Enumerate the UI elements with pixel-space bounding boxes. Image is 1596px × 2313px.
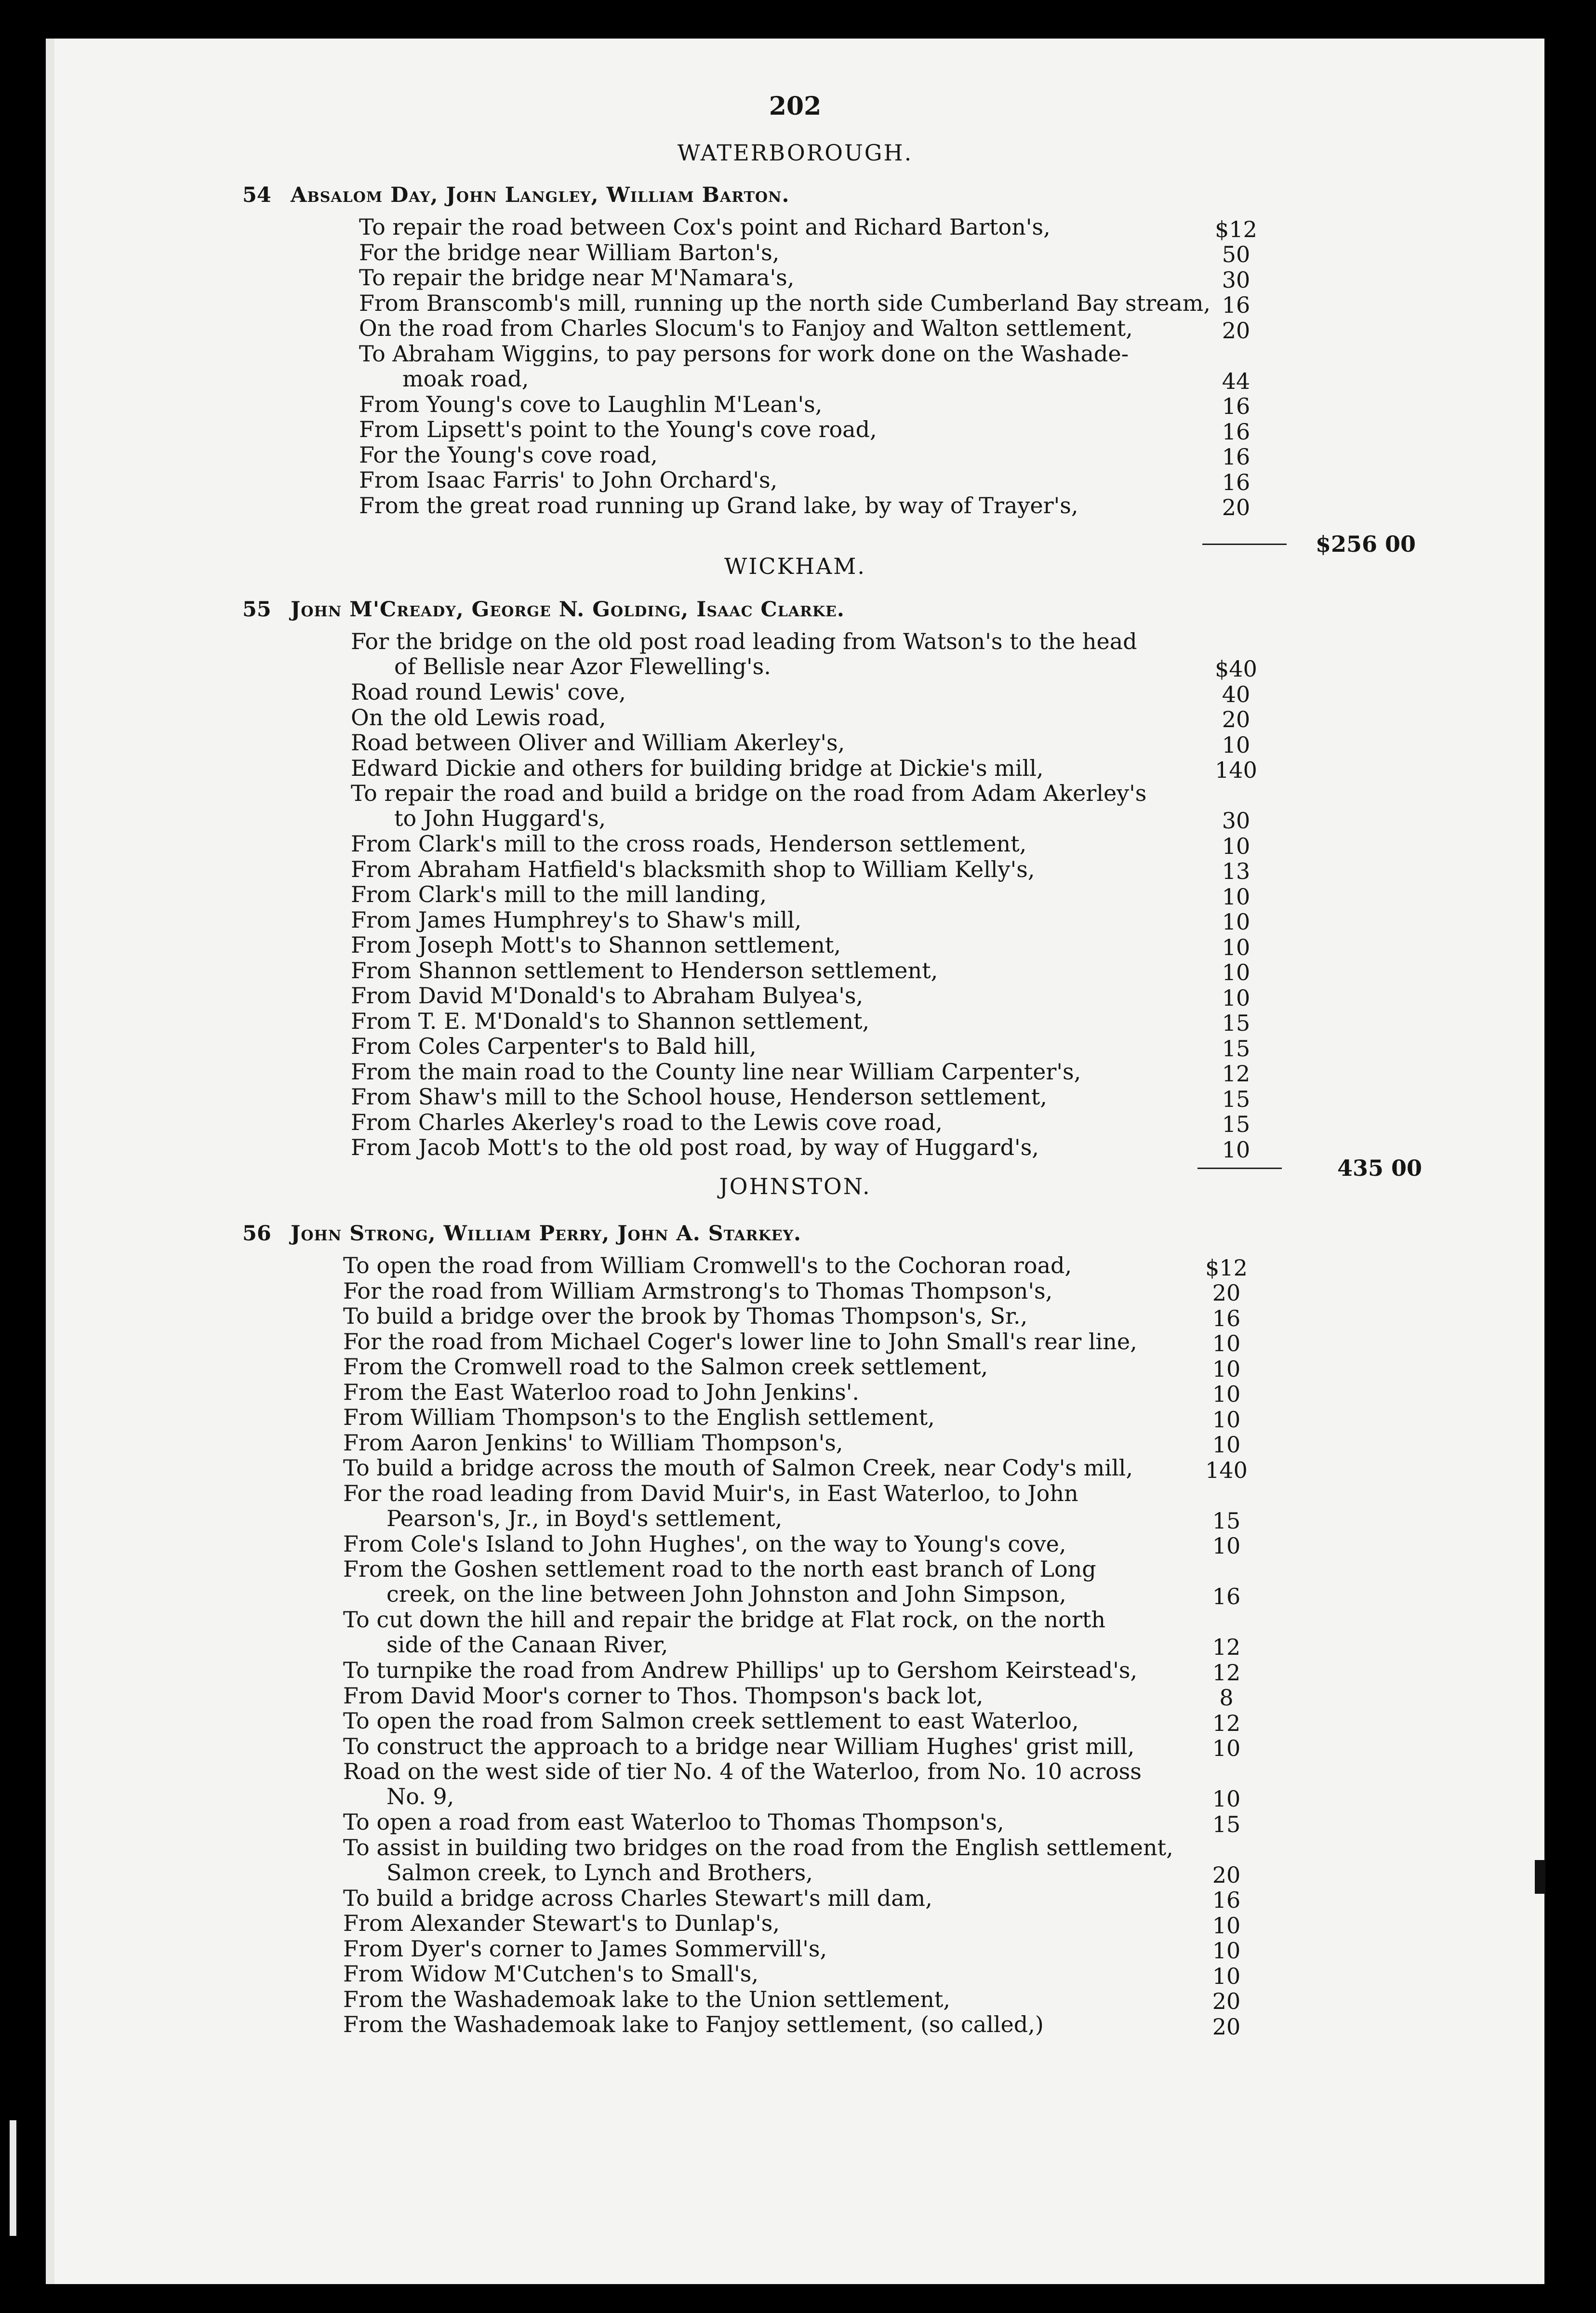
appropriation-item	[351, 679, 1272, 705]
item-amount: 50	[1222, 241, 1250, 267]
item-amount: 10	[1222, 731, 1250, 758]
section-number: 54	[242, 183, 271, 207]
item-description	[359, 240, 1202, 265]
appropriation-item	[359, 493, 1272, 518]
item-amount: 10	[1212, 1432, 1241, 1458]
item-description-line: From Jacob Mott's to the old post road, by way of Huggard's,	[351, 1134, 1039, 1160]
item-description	[351, 983, 1194, 1008]
appropriation-item	[343, 1886, 1263, 1911]
item-description-line: On the old Lewis road,	[351, 704, 606, 731]
item-description-line: To open the road from William Cromwell's to the Cochoran road,	[343, 1252, 1072, 1278]
appropriation-item	[359, 416, 1272, 445]
item-description-line: From the Washademoak lake to Fanjoy settlement, (so called,)	[343, 2011, 1044, 2037]
item-description-line: To open a road from east Waterloo to Thomas Thompson's,	[343, 1809, 1004, 1835]
item-description	[359, 265, 1202, 290]
appropriation-item	[351, 1059, 1272, 1085]
item-description-line: To Abraham Wiggins, to pay persons for work done on the Washade-	[359, 340, 1129, 367]
section-total: 435 00	[1337, 1155, 1423, 1181]
item-description	[343, 1531, 1186, 1556]
item-description-line: No. 9,	[386, 1783, 454, 1809]
item-amount: 10	[1212, 1406, 1241, 1433]
item-amount: 16	[1212, 1887, 1241, 1913]
appropriation-item	[343, 1278, 1263, 1304]
item-description	[359, 392, 1202, 417]
item-description	[351, 857, 1194, 882]
item-description-line: On the road from Charles Slocum's to Fanjoy and Walton settlement,	[359, 315, 1133, 341]
item-description	[351, 629, 1194, 679]
item-description-line: To repair the bridge near M'Namara's,	[359, 265, 795, 291]
item-amount: 30	[1222, 266, 1250, 293]
item-description	[343, 1430, 1186, 1455]
item-amount: 16	[1222, 444, 1250, 470]
item-description	[343, 1683, 1186, 1708]
appropriation-item	[351, 1009, 1272, 1034]
item-description	[343, 1354, 1186, 1379]
item-amount: 140	[1205, 1457, 1248, 1483]
appropriation-item	[343, 1329, 1263, 1355]
item-amount: 8	[1219, 1685, 1234, 1711]
appropriation-item	[343, 1657, 1263, 1686]
item-description	[359, 493, 1202, 518]
item-description-line: From Cole's Island to John Hughes', on the way to Young's cove,	[343, 1530, 1066, 1557]
item-amount: $12	[1205, 1254, 1248, 1281]
item-description-line: From James Humphrey's to Shaw's mill,	[351, 906, 802, 933]
item-description-line: side of the Canaan River,	[386, 1632, 668, 1658]
item-description	[359, 214, 1202, 239]
item-description	[343, 1911, 1186, 1936]
item-amount: $12	[1215, 216, 1257, 242]
item-description-line: For the road from Michael Coger's lower line to John Small's rear line,	[343, 1328, 1137, 1355]
item-amount: 10	[1212, 1938, 1241, 1964]
item-description	[351, 1084, 1194, 1109]
item-description	[343, 1809, 1186, 1834]
item-amount: 10	[1222, 909, 1250, 935]
appropriation-item	[343, 1961, 1263, 1987]
item-description-line: To construct the approach to a bridge near William Hughes' grist mill,	[343, 1733, 1135, 1759]
item-description	[351, 1059, 1194, 1084]
item-amount: 10	[1222, 883, 1250, 910]
item-description	[343, 1380, 1186, 1405]
item-description-line: To open the road from Salmon creek settlement to east Waterloo,	[343, 1708, 1079, 1734]
item-description-line: For the bridge near William Barton's,	[359, 239, 780, 266]
item-description	[359, 290, 1211, 316]
item-amount: 20	[1222, 317, 1250, 344]
item-amount: 15	[1212, 1507, 1241, 1534]
item-description	[343, 1278, 1186, 1303]
page-tab-mark	[1535, 1860, 1545, 1894]
item-description-line: From Abraham Hatfield's blacksmith shop to William Kelly's,	[351, 856, 1035, 882]
section-number: 55	[242, 598, 271, 622]
item-description-line: To build a bridge across Charles Stewart's mill dam,	[343, 1885, 932, 1911]
item-amount: 10	[1212, 1381, 1241, 1407]
item-amount: 10	[1212, 1735, 1241, 1761]
appropriation-item	[343, 1987, 1263, 2012]
item-description	[343, 1607, 1186, 1657]
item-description	[343, 1303, 1186, 1329]
item-description-line: Pearson's, Jr., in Boyd's settlement,	[386, 1505, 783, 1531]
section-title: WICKHAM.	[724, 553, 866, 579]
item-description-line: From Shannon settlement to Henderson settlement,	[351, 957, 938, 984]
appropriation-item	[351, 756, 1272, 781]
appropriation-item	[351, 1084, 1272, 1110]
item-amount: 20	[1222, 494, 1250, 520]
item-description	[351, 781, 1194, 831]
item-description-line: From Coles Carpenter's to Bald hill,	[351, 1033, 757, 1059]
appropriation-item	[359, 315, 1272, 344]
item-amount: 20	[1222, 706, 1250, 732]
item-amount: 16	[1222, 469, 1250, 495]
item-description	[351, 705, 1194, 730]
appropriation-item	[343, 1455, 1263, 1481]
item-description	[351, 831, 1194, 856]
appropriation-item	[343, 1809, 1263, 1835]
item-description-line: From Young's cove to Laughlin M'Lean's,	[359, 391, 823, 417]
item-amount: 16	[1212, 1305, 1241, 1331]
section-total: $256 00	[1316, 531, 1416, 557]
appropriation-item	[343, 1430, 1263, 1456]
item-amount: 15	[1222, 1111, 1250, 1137]
item-description-line: From David M'Donald's to Abraham Bulyea's,	[351, 983, 864, 1009]
item-description-line: Road on the west side of tier No. 4 of the Waterloo, from No. 10 across	[343, 1758, 1142, 1784]
appropriation-item	[351, 705, 1272, 731]
item-description-line: To cut down the hill and repair the bridge at Flat rock, on the north	[343, 1607, 1105, 1633]
item-description-line: For the road from William Armstrong's to Thomas Thompson's,	[343, 1277, 1053, 1304]
scanned-page	[46, 39, 1544, 2284]
item-description	[359, 467, 1202, 492]
item-description-line: From Clark's mill to the cross roads, Henderson settlement,	[351, 831, 1027, 857]
item-amount: 13	[1222, 858, 1250, 884]
item-amount: 12	[1222, 1061, 1250, 1087]
appropriation-item	[359, 214, 1272, 240]
item-description	[351, 907, 1194, 932]
item-description	[351, 1009, 1194, 1034]
item-description-line: Edward Dickie and others for building bridge at Dickie's mill,	[351, 755, 1044, 781]
appropriation-item	[351, 628, 1272, 682]
appropriation-item	[351, 857, 1272, 882]
section-title: WATERBOROUGH.	[677, 140, 913, 166]
section-number: 56	[242, 1222, 271, 1246]
appropriation-item	[343, 2011, 1263, 2040]
commissioner-names: John Strong, William Perry, John A. Starkey.	[291, 1222, 801, 1246]
item-description-line: For the Young's cove road,	[359, 441, 658, 468]
appropriation-item	[343, 1480, 1263, 1534]
item-description-line: From the Washademoak lake to the Union settlement,	[343, 1986, 951, 2012]
item-amount: 15	[1222, 1086, 1250, 1112]
item-description-line: of Bellisle near Azor Flewelling's.	[394, 653, 771, 679]
item-description	[343, 1759, 1186, 1809]
item-description	[359, 417, 1202, 442]
item-description	[343, 1405, 1186, 1430]
item-description	[351, 932, 1194, 957]
item-description-line: From Isaac Farris' to John Orchard's,	[359, 467, 778, 493]
item-description	[343, 1329, 1186, 1354]
item-description	[359, 442, 1202, 467]
item-amount: 16	[1222, 292, 1250, 318]
item-amount: 20	[1212, 2013, 1241, 2040]
item-amount: 140	[1215, 757, 1257, 783]
item-description	[351, 1110, 1194, 1135]
item-description-line: From T. E. M'Donald's to Shannon settlement,	[351, 1008, 870, 1034]
item-description-line: to John Huggard's,	[394, 805, 606, 831]
item-amount: 10	[1212, 1786, 1241, 1812]
item-description-line: From the Cromwell road to the Salmon creek settlement,	[343, 1354, 988, 1380]
item-description-line: From Aaron Jenkins' to William Thompson's,	[343, 1429, 843, 1456]
item-description	[343, 1961, 1186, 1986]
item-description-line: moak road,	[402, 365, 529, 392]
appropriation-item	[359, 291, 1272, 316]
appropriation-item	[359, 467, 1272, 493]
item-amount: 10	[1212, 1356, 1241, 1382]
item-amount: 10	[1222, 1136, 1250, 1163]
item-description	[343, 1835, 1186, 1885]
item-amount: 10	[1222, 934, 1250, 960]
item-amount: 10	[1212, 1963, 1241, 1989]
item-amount: 15	[1222, 1010, 1250, 1036]
item-description	[343, 2012, 1186, 2037]
item-description	[351, 1034, 1194, 1059]
item-description-line: From David Moor's corner to Thos. Thompson's back lot,	[343, 1682, 984, 1709]
appropriation-item	[351, 1110, 1272, 1135]
item-description	[359, 316, 1202, 341]
item-amount: 12	[1212, 1710, 1241, 1736]
page-number: 202	[769, 92, 822, 121]
item-amount: 10	[1222, 959, 1250, 985]
appropriation-item	[343, 1835, 1263, 1886]
item-amount: 16	[1212, 1583, 1241, 1609]
appropriation-item	[343, 1252, 1263, 1281]
section-title: JOHNSTON.	[719, 1173, 871, 1199]
item-description-line: From Dyer's corner to James Sommervill's,	[343, 1935, 827, 1962]
item-description	[351, 882, 1194, 907]
item-amount: 16	[1222, 418, 1250, 445]
item-description-line: From Alexander Stewart's to Dunlap's,	[343, 1910, 780, 1936]
item-description-line: To turnpike the road from Andrew Phillips' up to Gershom Keirstead's,	[343, 1657, 1138, 1683]
appropriation-item	[351, 780, 1272, 834]
item-description-line: From Widow M'Cutchen's to Small's,	[343, 1961, 758, 1987]
item-description	[343, 1936, 1186, 1961]
item-amount: 10	[1212, 1912, 1241, 1939]
appropriation-item	[351, 932, 1272, 958]
appropriation-item	[343, 1354, 1263, 1380]
item-description	[343, 1708, 1186, 1733]
item-description	[343, 1658, 1186, 1683]
appropriation-item	[343, 1683, 1263, 1709]
subtotal-rule	[1202, 544, 1287, 545]
page-tab-mark	[10, 2120, 16, 2236]
item-description	[343, 1556, 1186, 1607]
item-description-line: Salmon creek, to Lynch and Brothers,	[386, 1859, 813, 1886]
item-description	[343, 1886, 1186, 1911]
appropriation-item	[343, 1404, 1263, 1433]
item-amount: 30	[1222, 808, 1250, 834]
item-description	[351, 730, 1194, 755]
item-amount: 44	[1222, 368, 1250, 394]
appropriation-item	[343, 1936, 1263, 1962]
item-description-line: From the main road to the County line near William Carpenter's,	[351, 1058, 1081, 1085]
appropriation-item	[359, 265, 1272, 291]
item-amount: 20	[1212, 1280, 1241, 1306]
appropriation-item	[343, 1758, 1263, 1812]
commissioner-names: Absalom Day, John Langley, William Barton.	[291, 183, 790, 207]
appropriation-item	[359, 392, 1272, 417]
item-description-line: From Shaw's mill to the School house, Henderson settlement,	[351, 1084, 1047, 1110]
item-amount: 12	[1212, 1634, 1241, 1660]
item-description	[343, 1481, 1186, 1531]
item-description-line: To repair the road between Cox's point and Richard Barton's,	[359, 214, 1051, 240]
item-description	[351, 1135, 1194, 1160]
item-description	[343, 1253, 1186, 1278]
appropriation-item	[343, 1380, 1263, 1405]
item-amount: 12	[1212, 1659, 1241, 1686]
item-description	[351, 679, 1194, 705]
item-description-line: From Clark's mill to the mill landing,	[351, 881, 767, 907]
page-edge-strip	[46, 39, 54, 2284]
appropriation-item	[359, 341, 1272, 392]
subtotal-rule	[1197, 1168, 1282, 1169]
item-description-line: Road between Oliver and William Akerley's,	[351, 730, 845, 756]
appropriation-item	[351, 907, 1272, 933]
item-amount: $40	[1215, 656, 1257, 682]
item-description-line: From the great road running up Grand lake, by way of Trayer's,	[359, 492, 1078, 518]
appropriation-item	[343, 1556, 1263, 1607]
commissioner-names: John M'Cready, George N. Golding, Isaac Clarke.	[291, 598, 845, 622]
item-description-line: From the Goshen settlement road to the north east branch of Long	[343, 1556, 1096, 1582]
appropriation-item	[351, 1134, 1272, 1163]
item-description	[343, 1734, 1186, 1759]
item-description-line: For the bridge on the old post road leading from Watson's to the head	[351, 628, 1137, 654]
appropriation-item	[351, 730, 1272, 756]
appropriation-item	[343, 1531, 1263, 1557]
item-description-line: From Lipsett's point to the Young's cove road,	[359, 416, 877, 442]
item-description-line: From Joseph Mott's to Shannon settlement,	[351, 932, 841, 958]
item-amount: 20	[1212, 1861, 1241, 1888]
item-amount: 15	[1222, 1035, 1250, 1062]
item-amount: 10	[1222, 984, 1250, 1011]
item-description-line: To build a bridge over the brook by Thomas Thompson's, Sr.,	[343, 1303, 1028, 1329]
appropriation-item	[343, 1607, 1263, 1658]
appropriation-item	[351, 983, 1272, 1009]
appropriation-item	[359, 442, 1272, 468]
item-description-line: For the road leading from David Muir's, in East Waterloo, to John	[343, 1480, 1078, 1506]
item-description	[351, 756, 1194, 781]
item-description-line: To build a bridge across the mouth of Salmon Creek, near Cody's mill,	[343, 1455, 1133, 1481]
item-description-line: From Charles Akerley's road to the Lewis cove road,	[351, 1109, 943, 1135]
item-description	[343, 1455, 1186, 1480]
appropriation-item	[351, 831, 1272, 857]
item-amount: 15	[1212, 1811, 1241, 1837]
item-description	[359, 341, 1202, 391]
appropriation-item	[343, 1708, 1263, 1734]
item-description-line: From William Thompson's to the English settlement,	[343, 1404, 935, 1430]
appropriation-item	[351, 881, 1272, 910]
appropriation-item	[343, 1303, 1263, 1329]
appropriation-item	[343, 1910, 1263, 1939]
item-amount: 10	[1212, 1533, 1241, 1559]
item-description	[351, 958, 1194, 983]
appropriation-item	[343, 1734, 1263, 1759]
item-description-line: To assist in building two bridges on the road from the English settlement,	[343, 1834, 1173, 1861]
item-amount: 16	[1222, 393, 1250, 419]
item-amount: 40	[1222, 681, 1250, 707]
item-amount: 10	[1212, 1330, 1241, 1356]
item-description-line: To repair the road and build a bridge on the road from Adam Akerley's	[351, 780, 1147, 806]
item-description-line: From Branscomb's mill, running up the north side Cumberland Bay stream,	[359, 290, 1211, 316]
item-amount: 20	[1212, 1988, 1241, 2014]
appropriation-item	[359, 240, 1272, 266]
item-amount: 10	[1222, 833, 1250, 859]
appropriation-item	[351, 1033, 1272, 1062]
item-description	[343, 1987, 1186, 2012]
item-description-line: Road round Lewis' cove,	[351, 679, 626, 705]
item-description-line: creek, on the line between John Johnston and John Simpson,	[386, 1581, 1066, 1607]
item-description-line: From the East Waterloo road to John Jenkins'.	[343, 1379, 860, 1405]
appropriation-item	[351, 958, 1272, 984]
